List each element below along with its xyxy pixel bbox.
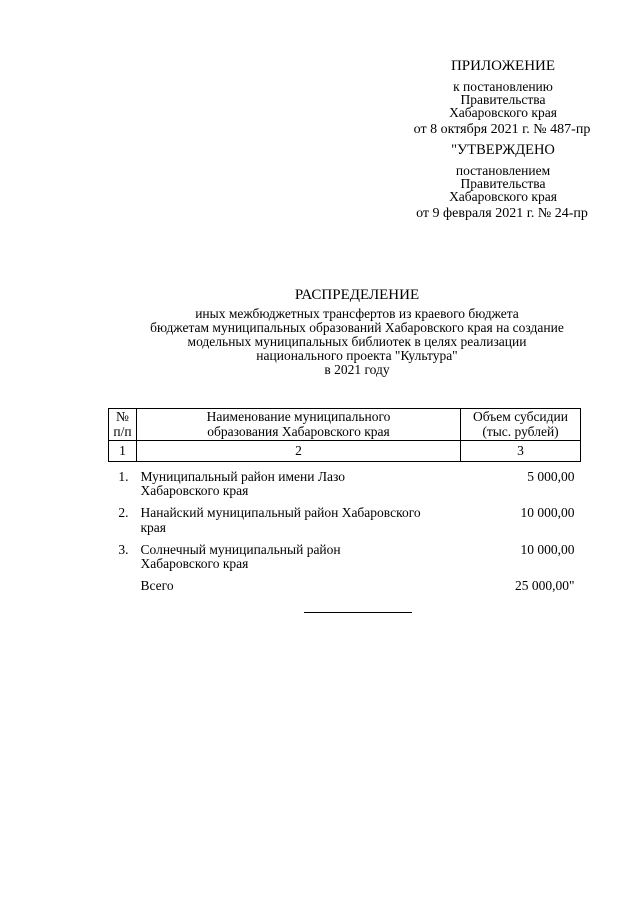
municipality-name-line1: Солнечный муниципальный район [140, 541, 341, 557]
column-number: 1 [109, 441, 137, 462]
end-divider [304, 612, 412, 613]
original-resolution-date: от 9 февраля 2021 г. № 24-пр [416, 206, 588, 221]
title-line: национального проекта "Культура" [256, 348, 458, 363]
row-number: 2. [118, 505, 129, 521]
header-sum-line2: (тыс. рублей) [482, 423, 559, 439]
municipality-name [137, 470, 461, 506]
title-line: бюджетам муниципальных образований Хабаровского края на создание [150, 320, 564, 335]
column-number: 2 [137, 441, 461, 462]
total-row [109, 579, 581, 601]
header-name-line2: образования Хабаровского края [207, 423, 390, 439]
subsidy-amount: 10 000,00 [520, 505, 575, 521]
column-number-row [109, 441, 581, 462]
municipality-name [137, 543, 461, 579]
subsidy-amount: 5 000,00 [527, 469, 575, 484]
table-header-row [109, 409, 581, 441]
header-number-line1: № [116, 409, 129, 425]
municipality-name-line2: Хабаровского края [140, 555, 249, 571]
table-row [109, 470, 581, 506]
to-resolution-text: к постановлению [453, 79, 553, 94]
resolution-date: от 8 октября 2021 г. № 487-пр [413, 122, 591, 137]
municipality-name-line1: Нанайский муниципальный район Хабаровского [140, 505, 421, 521]
header-number-line2: п/п [113, 423, 132, 439]
total-number-cell [109, 579, 137, 601]
table-row [109, 543, 581, 579]
municipality-name-line2: края [140, 519, 167, 535]
appendix-label: ПРИЛОЖЕНИЕ [450, 58, 556, 74]
row-number: 1. [118, 469, 129, 484]
region-text: Хабаровского края [449, 105, 557, 120]
region-text: Хабаровского края [449, 189, 557, 204]
distribution-table [108, 408, 581, 601]
header-sum-line1: Объем субсидии [473, 409, 568, 425]
header-name-line1: Наименование муниципального [206, 409, 391, 425]
subsidy-amount: 10 000,00 [520, 541, 575, 557]
title-line: в 2021 году [324, 362, 390, 377]
total-amount: 25 000,00" [514, 578, 575, 594]
header-sum [461, 409, 581, 441]
by-resolution-text: постановлением [455, 163, 551, 178]
approved-label: "УТВЕРЖДЕНО [451, 142, 555, 158]
header-number [109, 409, 137, 441]
document-title: РАСПРЕДЕЛЕНИЕ [294, 287, 420, 303]
municipality-name-line1: Муниципальный район имени Лазо [140, 469, 345, 484]
government-text: Правительства [460, 176, 546, 191]
municipality-name [137, 506, 461, 542]
total-label: Всего [140, 578, 174, 594]
title-line: иных межбюджетных трансфертов из краевого бюджета [195, 306, 519, 321]
municipality-name-line2: Хабаровского края [140, 483, 249, 499]
column-number: 3 [461, 441, 581, 462]
title-line: модельных муниципальных библиотек в целях реализации [187, 334, 527, 349]
government-text: Правительства [460, 92, 546, 107]
row-number: 3. [118, 541, 129, 557]
header-name [137, 409, 461, 441]
table-row [109, 506, 581, 542]
